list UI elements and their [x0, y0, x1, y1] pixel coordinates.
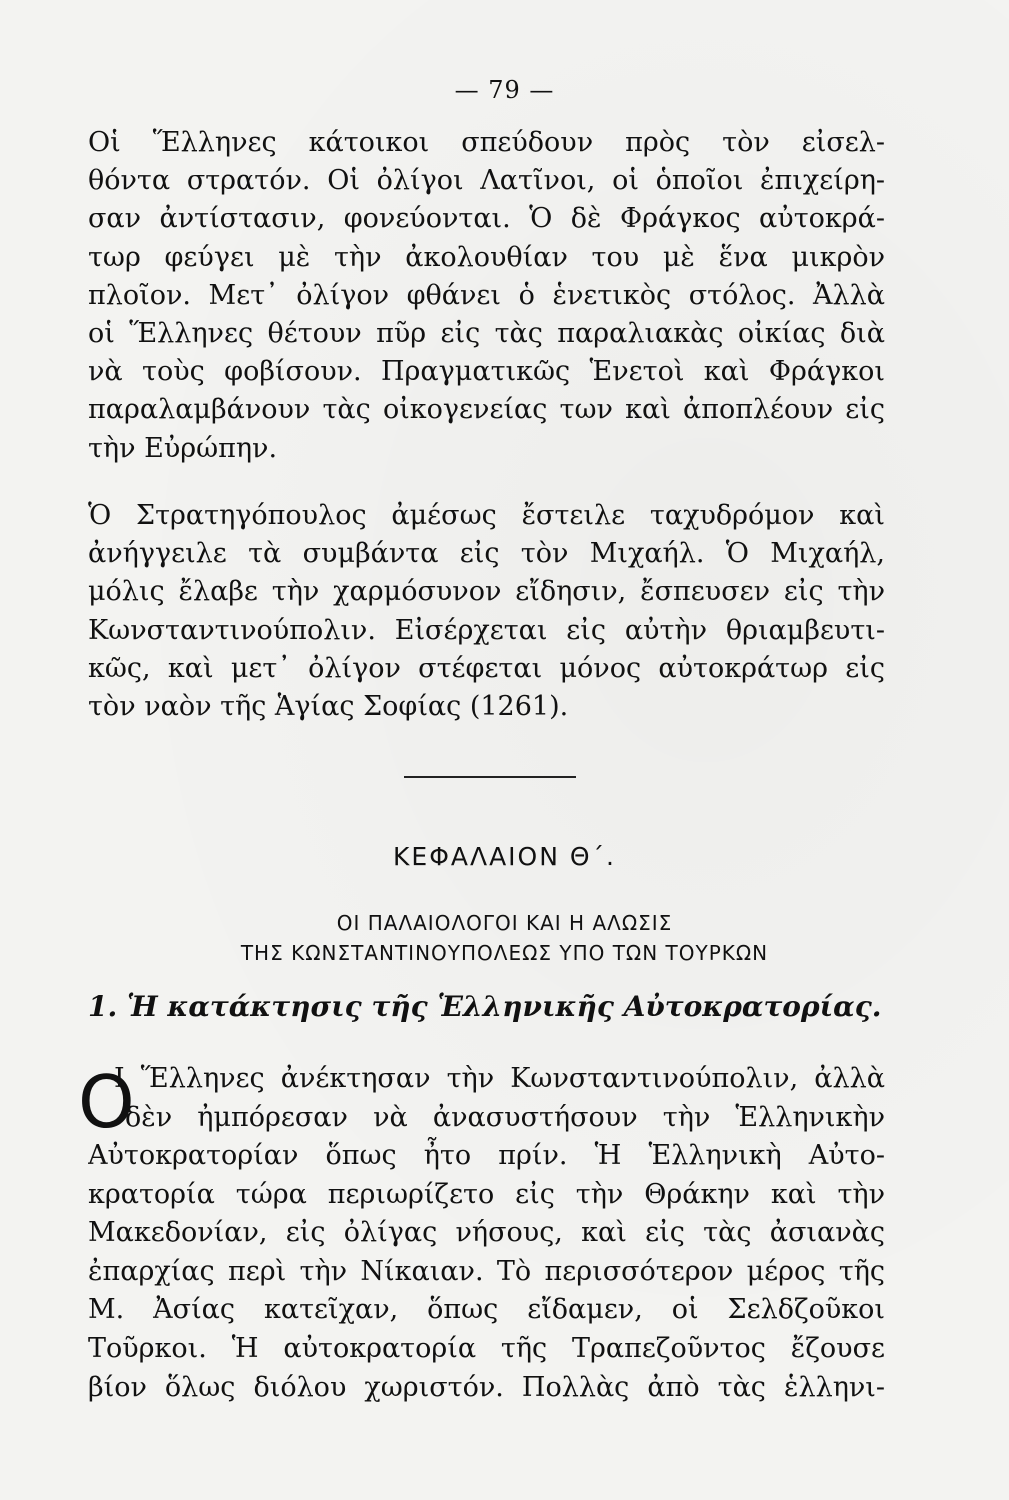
text-line: Μ. Ἀσίας κατεῖχαν, ὅπως εἴδαμεν, οἱ Σελδζοῦκοι [88, 1294, 885, 1326]
text-line: κῶς, καὶ μετ᾽ ὀλίγον στέφεται μόνος αὐτοκράτωρ εἰς [88, 652, 885, 684]
dropcap-row [78, 1060, 885, 1144]
text-line: Οἱ Ἕλληνες κάτοικοι σπεύδουν πρὸς τὸν εἰσελ- [88, 127, 885, 158]
text-line: οἱ Ἕλληνες θέτουν πῦρ εἰς τὰς παραλιακὰς οἰκίας διὰ [88, 317, 885, 349]
section-divider [404, 776, 576, 778]
chapter-subtitle-line2: ΤΗΣ ΚΩΝΣΤΑΝΤΙΝΟΥΠΟΛΕΩΣ ΥΠΟ ΤΩΝ ΤΟΥΡΚΩΝ [240, 941, 769, 965]
paragraph-capture-of-city [88, 124, 885, 468]
text-line: κρατορία τώρα περιωρίζετο εἰς τὴν Θράκην καὶ τὴν [88, 1178, 885, 1210]
text-line: Μακεδονίαν, εἰς ὀλίγας νήσους, καὶ εἰς τὰς ἀσιανὰς [88, 1217, 885, 1249]
text-line: ἐπαρχίας περὶ τὴν Νίκαιαν. Τὸ περισσότερον μέρος τῆς [88, 1255, 885, 1287]
text-line: Ι Ἕλληνες ἀνέκτησαν τὴν Κωνσταντινούπολιν, ἀλλὰ [114, 1063, 885, 1094]
text-line: Αὐτοκρατορίαν ὅπως ἦτο πρίν. Ἡ Ἑλληνικὴ Αὐτο- [88, 1140, 885, 1171]
paragraph-byzantine-restoration [78, 1060, 885, 1407]
text-line: Ὁ Στρατηγόπουλος ἀμέσως ἔστειλε ταχυδρόμον καὶ [88, 500, 885, 531]
text-line: παραλαμβάνουν τὰς οἰκογενείας των καὶ ἀποπλέουν εἰς [88, 394, 885, 426]
text-line: ἀνήγγειλε τὰ συμβάντα εἰς τὸν Μιχαήλ. Ὁ Μιχαήλ, [88, 538, 885, 570]
text-line: βίον ὅλως διόλου χωριστόν. Πολλὰς ἀπὸ τὰς ἑλληνι- [88, 1371, 885, 1403]
text-line: Κωνσταντινούπολιν. Εἰσέρχεται εἰς αὐτὴν θριαμβευτι- [88, 614, 885, 646]
text-line: Τοῦρκοι. Ἡ αὐτοκρατορία τῆς Τραπεζοῦντος ἔζουσε [88, 1332, 885, 1364]
text-line: δὲν ἠμπόρεσαν νὰ ἀνασυστήσουν τὴν Ἑλληνικὴν [125, 1101, 885, 1133]
text-line: θόντα στρατόν. Οἱ ὀλίγοι Λατῖνοι, οἱ ὁποῖοι ἐπιχείρη- [88, 165, 885, 197]
chapter-title: ΚΕΦΑΛΑΙΟΝ Θ΄. [393, 842, 616, 871]
chapter-subtitle-line1: ΟΙ ΠΑΛΑΙΟΛΟΓΟΙ ΚΑΙ Η ΑΛΩΣΙΣ [336, 911, 673, 935]
text-line: τὴν Εὐρώπην. [88, 432, 278, 464]
drop-cap-letter: Ο [78, 1060, 135, 1144]
section-heading: 1. Ἡ κατάκτησις τῆς Ἑλληνικῆς Αὐτοκρατορίας. [88, 990, 882, 1023]
page-number: — 79 — [454, 76, 555, 104]
text-line: σαν ἀντίστασιν, φονεύονται. Ὁ δὲ Φράγκος αὐτοκρά- [88, 203, 885, 235]
paragraph-michael-crowned [88, 497, 885, 726]
text-line: πλοῖον. Μετ᾽ ὀλίγον φθάνει ὁ ἑνετικὸς στόλος. Ἀλλὰ [88, 279, 885, 311]
text-line: τωρ φεύγει μὲ τὴν ἀκολουθίαν του μὲ ἕνα μικρὸν [88, 241, 885, 273]
text-line: νὰ τοὺς φοβίσουν. Πραγματικῶς Ἑνετοὶ καὶ Φράγκοι [88, 356, 885, 388]
text-line: μόλις ἔλαβε τὴν χαρμόσυνον εἴδησιν, ἔσπευσεν εἰς τὴν [88, 576, 885, 608]
text-line: τὸν ναὸν τῆς Ἁγίας Σοφίας (1261). [88, 690, 569, 722]
